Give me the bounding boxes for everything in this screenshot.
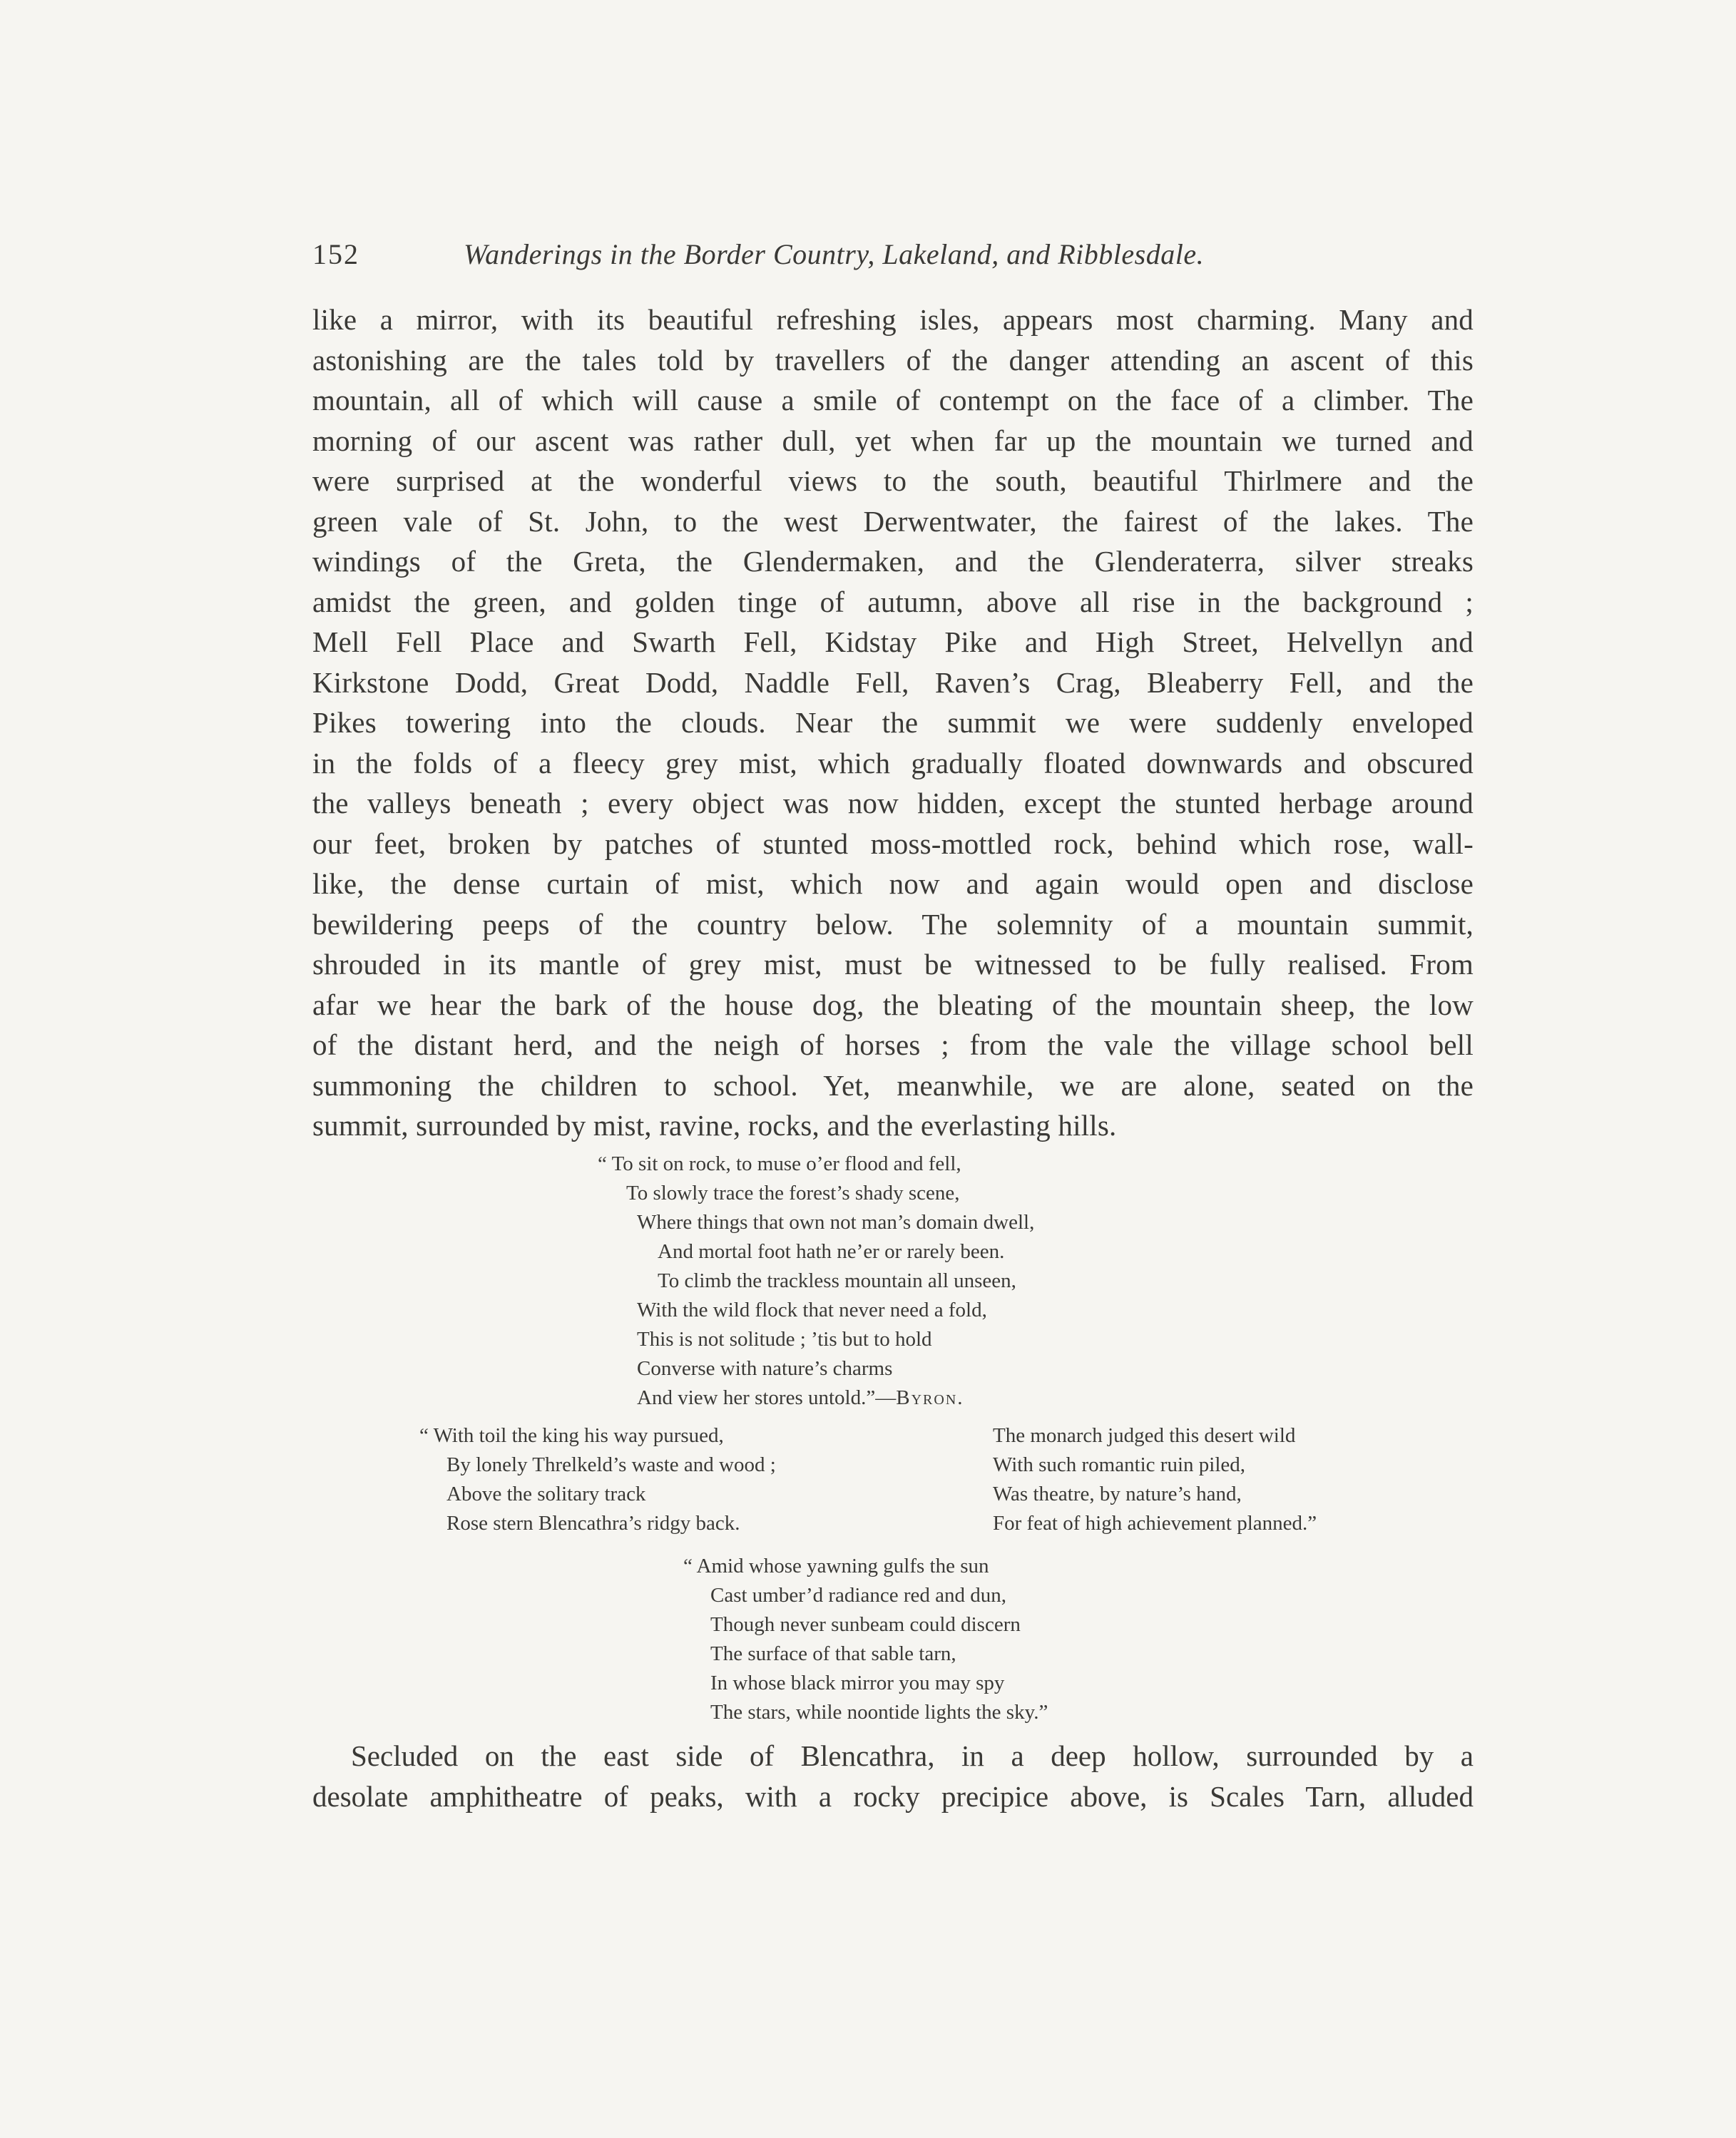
verse-line: For feat of high achievement planned.” (993, 1512, 1317, 1535)
verse-line: And view her stores untold.”— (637, 1386, 897, 1409)
verse-line: Cast umber’d radiance red and dun, (710, 1584, 1006, 1607)
verse-line: “ To sit on rock, to muse o’er flood and fell, (598, 1152, 961, 1175)
verse-line: “ With toil the king his way pursued, (419, 1424, 724, 1447)
verse-byron (598, 1150, 1034, 1413)
verse-line-final (598, 1383, 1034, 1413)
attribution: Byron. (896, 1386, 964, 1409)
text-line: Secluded on the east side of Blencathra, in a deep hollow, surrounded by a (351, 1739, 1474, 1772)
running-title: Wanderings in the Border Country, Lakeland, and Ribblesdale. (464, 238, 1205, 270)
verse-line: This is not solitude ; ’tis but to hold (637, 1328, 932, 1351)
verse-line: In whose black mirror you may spy (710, 1672, 1005, 1694)
text-line: afar we hear the bark of the house dog, the bleating of the mountain sheep, the low (312, 988, 1474, 1021)
verse-king-left (419, 1421, 776, 1538)
text-line: like, the dense curtain of mist, which now and again would open and disclose (312, 867, 1474, 900)
verse-tarn (683, 1552, 1048, 1727)
verse-line: With such romantic ruin piled, (993, 1453, 1246, 1476)
text-line: green vale of St. John, to the west Derwentwater, the fairest of the lakes. The (312, 504, 1474, 538)
verse-line: With the wild flock that never need a fold, (637, 1299, 987, 1321)
text-line: summit, surrounded by mist, ravine, rocks, and the everlasting hills. (312, 1109, 1117, 1142)
verse-line: Above the solitary track (446, 1483, 646, 1505)
text-line: mountain, all of which will cause a smile of contempt on the face of a climber. The (312, 384, 1474, 416)
text-line: were surprised at the wonderful views to the south, beautiful Thirlmere and the (312, 464, 1474, 497)
text-line: astonishing are the tales told by travellers of the danger attending an ascent of this (312, 343, 1474, 377)
verse-line: The stars, while noontide lights the sky.” (710, 1701, 1048, 1724)
verse-line: And mortal foot hath ne’er or rarely been. (658, 1240, 1005, 1263)
text-line: in the folds of a fleecy grey mist, which gradually floated downwards and obscured (312, 746, 1474, 779)
verse-king-right (993, 1421, 1317, 1538)
text-line: desolate amphitheatre of peaks, with a rocky precipice above, is Scales Tarn, alluded (312, 1780, 1474, 1813)
verse-line: The surface of that sable tarn, (710, 1642, 956, 1665)
verse-line: Where things that own not man’s domain dwell, (637, 1211, 1035, 1234)
text-line: the valleys beneath ; every object was now hidden, except the stunted herbage around (312, 787, 1474, 819)
text-line: Pikes towering into the clouds. Near the summit we were suddenly enveloped (312, 706, 1474, 739)
text-line: windings of the Greta, the Glendermaken, and the Glenderaterra, silver streaks (312, 545, 1474, 578)
page-number: 152 (312, 238, 359, 270)
verse-line: The monarch judged this desert wild (993, 1424, 1296, 1447)
text-line: of the distant herd, and the neigh of horses ; from the vale the village school bell (312, 1028, 1474, 1061)
closing-paragraph (312, 1736, 1474, 1817)
verse-line: Though never sunbeam could discern (710, 1613, 1021, 1636)
text-line: shrouded in its mantle of grey mist, must be witnessed to be fully realised. From (312, 948, 1474, 981)
verse-line: To climb the trackless mountain all unseen, (658, 1269, 1016, 1292)
verse-line: To slowly trace the forest’s shady scene, (626, 1182, 960, 1204)
text-line: amidst the green, and golden tinge of autumn, above all rise in the background ; (312, 585, 1474, 618)
text-line: morning of our ascent was rather dull, yet when far up the mountain we turned and (312, 424, 1474, 457)
verse-line: By lonely Threlkeld’s waste and wood ; (446, 1453, 776, 1476)
verse-line: Rose stern Blencathra’s ridgy back. (446, 1512, 740, 1535)
text-line: Mell Fell Place and Swarth Fell, Kidstay Pike and High Street, Helvellyn and (312, 625, 1474, 658)
body-paragraph (312, 300, 1474, 1146)
text-line: like a mirror, with its beautiful refreshing isles, appears most charming. Many and (312, 303, 1474, 336)
verse-line: Was theatre, by nature’s hand, (993, 1483, 1242, 1505)
text-line: bewildering peeps of the country below. The solemnity of a mountain summit, (312, 907, 1474, 941)
verse-line: Converse with nature’s charms (637, 1357, 893, 1380)
text-line: Kirkstone Dodd, Great Dodd, Naddle Fell, Raven’s Crag, Bleaberry Fell, and the (312, 665, 1474, 699)
verse-line: “ Amid whose yawning gulfs the sun (683, 1555, 989, 1577)
text-line: summoning the children to school. Yet, meanwhile, we are alone, seated on the (312, 1068, 1474, 1102)
text-line: our feet, broken by patches of stunted moss-mottled rock, behind which rose, wall- (312, 827, 1474, 860)
